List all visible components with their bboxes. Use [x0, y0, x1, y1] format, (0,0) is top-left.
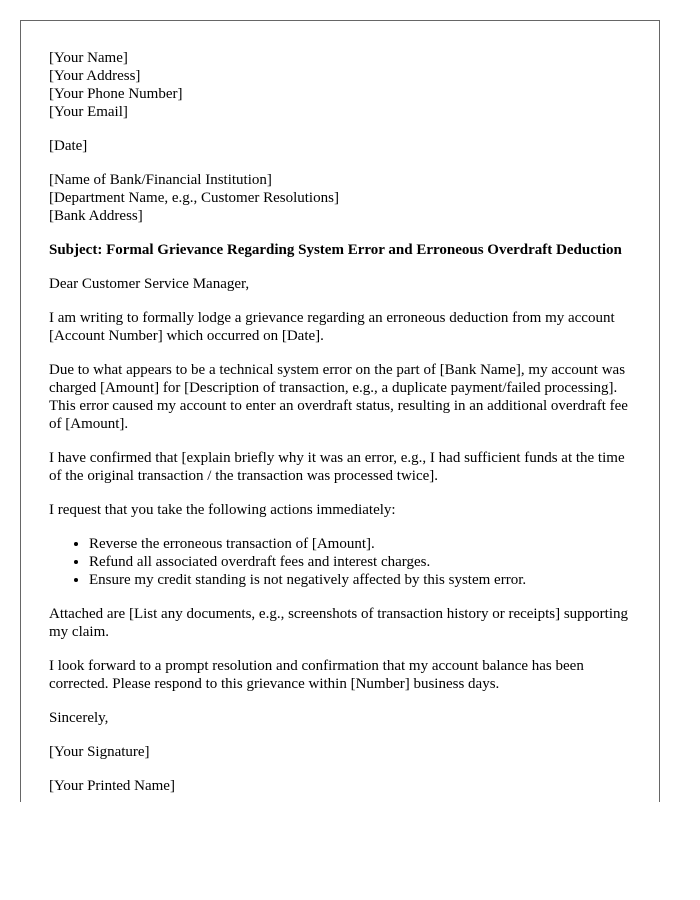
sender-name: [Your Name]: [49, 50, 128, 66]
paragraph-request: I request that you take the following actions immediately:: [49, 502, 396, 518]
sender-email: [Your Email]: [49, 104, 128, 120]
letter-page: [20, 20, 660, 802]
subject-line: Subject: Formal Grievance Regarding System Error and Erroneous Overdraft Deduction: [49, 242, 622, 258]
sender-address: [Your Address]: [49, 68, 141, 84]
letter-date: [Date]: [49, 138, 88, 154]
action-item: • Refund all associated overdraft fees and interest charges.: [89, 553, 635, 571]
sender-phone: [Your Phone Number]: [49, 86, 183, 102]
signature: [Your Signature]: [49, 744, 150, 760]
recipient-bank: [Name of Bank/Financial Institution]: [49, 172, 272, 188]
paragraph-attachments: Attached are [List any documents, e.g., screenshots of transaction history or receipts] supporting my claim.: [49, 606, 629, 640]
action-item: • Reverse the erroneous transaction of [Amount].: [89, 535, 635, 553]
signoff: Sincerely,: [49, 710, 109, 726]
salutation: Dear Customer Service Manager,: [49, 276, 250, 292]
recipient-address: [Bank Address]: [49, 208, 143, 224]
sender-block: [49, 49, 635, 121]
recipient-department: [Department Name, e.g., Customer Resolutions]: [49, 190, 339, 206]
paragraph-error-description: Due to what appears to be a technical system error on the part of [Bank Name], my account was charged [Amount] for [Description of transaction, e.g., a duplicate payment/failed processing]. This error caused my account to enter an overdraft status, resulting in an additional overdraft fee of [Amount].: [49, 362, 628, 432]
action-list: [49, 535, 635, 589]
recipient-block: [49, 171, 635, 225]
date-block: [49, 137, 635, 155]
paragraph-intro: I am writing to formally lodge a grievance regarding an erroneous deduction from my account [Account Number] which occurred on [Date].: [49, 310, 615, 344]
paragraph-confirmation: I have confirmed that [explain briefly why it was an error, e.g., I had sufficient funds at the time of the original transaction / the transaction was processed twice].: [49, 450, 625, 484]
action-item: • Ensure my credit standing is not negatively affected by this system error.: [89, 571, 635, 589]
printed-name: [Your Printed Name]: [49, 778, 175, 794]
letter-content: [49, 49, 635, 795]
paragraph-followup: I look forward to a prompt resolution and confirmation that my account balance has been corrected. Please respond to this grievance within [Number] business days.: [49, 658, 584, 692]
